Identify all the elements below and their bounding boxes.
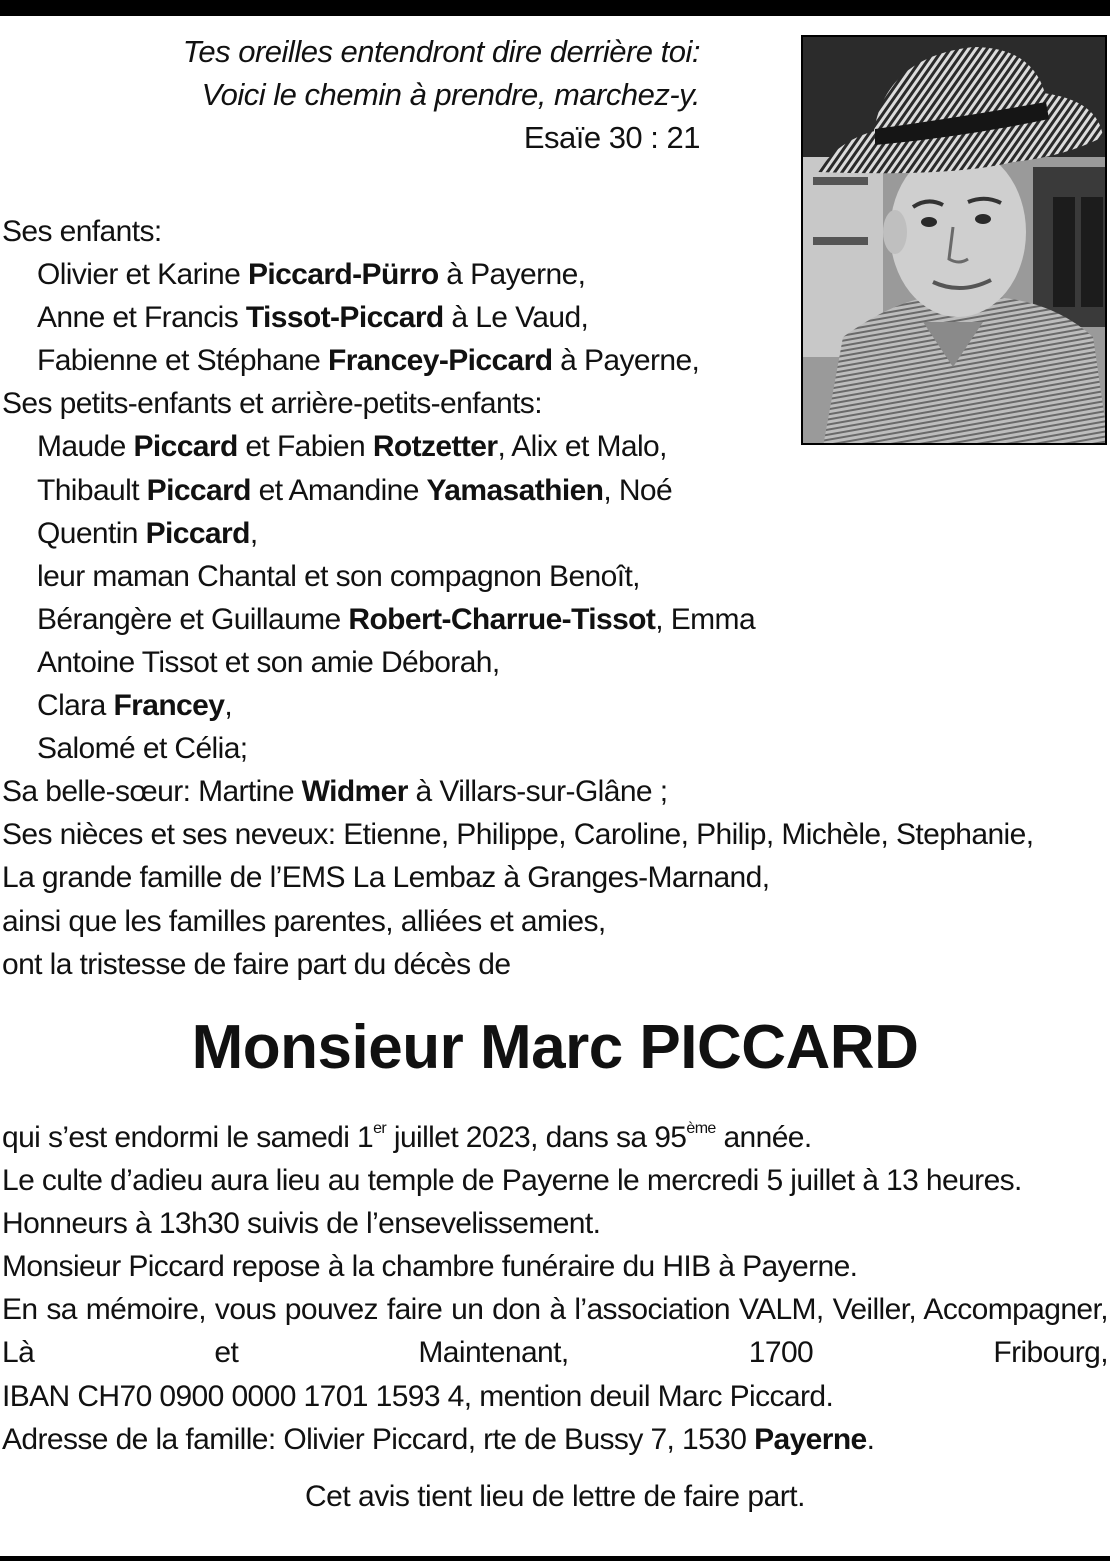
list-item: Antoine Tissot et son amie Déborah, <box>37 645 500 679</box>
list-item <box>2 512 1110 555</box>
list-item <box>2 296 1110 339</box>
list-item <box>2 684 1110 727</box>
text: Bérangère et Guillaume <box>37 602 349 636</box>
funeral-service: Le culte d’adieu aura lieu au temple de Payerne le mercredi 5 juillet à 13 heures. <box>2 1164 1022 1198</box>
surname: Yamasathien <box>426 473 604 507</box>
text: à Payerne, <box>438 258 586 292</box>
sister-in-law <box>2 770 1110 813</box>
children-heading: Ses enfants: <box>2 215 162 248</box>
surname: Piccard <box>146 473 251 507</box>
iban: IBAN CH70 0900 0000 1701 1593 4, mention deuil Marc Piccard. <box>2 1379 834 1413</box>
text: , Emma <box>655 602 756 636</box>
text: . <box>866 1422 875 1456</box>
announcement: ont la tristesse de faire part du décès de <box>2 947 511 981</box>
deceased-name: Monsieur Marc PICCARD <box>191 1013 919 1082</box>
list-item <box>2 598 1110 641</box>
donation-info: En sa mémoire, vous pouvez faire un don à l’association VALM, Veiller, Accompagner, Là et Maintenant, 1700 Fribourg, <box>2 1293 1108 1370</box>
text: qui s’est endormi le samedi 1 <box>2 1121 374 1154</box>
text: Clara <box>37 689 114 723</box>
closing-note: Cet avis tient lieu de lettre de faire part. <box>305 1480 805 1513</box>
surname: Francey <box>113 689 225 723</box>
list-item <box>2 253 1110 296</box>
surname: Tissot-Piccard <box>245 301 444 335</box>
surname: Piccard <box>145 516 250 550</box>
text: à Payerne, <box>552 344 700 378</box>
city: Payerne <box>754 1422 867 1456</box>
text: Thibault <box>37 473 147 507</box>
surname: Piccard <box>133 430 238 464</box>
text: Anne et Francis <box>37 301 246 335</box>
surname: Rotzetter <box>372 430 498 464</box>
verse-line: Tes oreilles entendront dire derrière toi: <box>182 34 700 69</box>
death-date <box>2 1116 1108 1159</box>
bottom-rule <box>0 1556 1110 1561</box>
bible-verse <box>100 30 700 159</box>
verse-line: Voici le chemin à prendre, marchez-y. <box>201 77 700 112</box>
text: Sa belle-sœur: Martine <box>2 775 302 809</box>
list-item <box>2 469 1110 512</box>
top-rule <box>0 0 1110 16</box>
text: Quentin <box>37 516 146 550</box>
text: année. <box>715 1121 812 1154</box>
surname: Widmer <box>301 775 408 809</box>
list-item <box>2 425 1110 468</box>
nieces-nephews: Ses nièces et ses neveux: Etienne, Philippe, Caroline, Philip, Michèle, Stephanie, <box>2 818 1034 852</box>
ems-family: La grande famille de l’EMS La Lembaz à Granges-Marnand, <box>2 861 770 895</box>
list-item: leur maman Chantal et son compagnon Benoît, <box>37 559 640 593</box>
verse-reference: Esaïe 30 : 21 <box>523 120 700 155</box>
text: Maude <box>37 430 134 464</box>
text: et Fabien <box>237 430 373 464</box>
text: , <box>249 516 258 550</box>
text: , <box>224 689 233 723</box>
family-list <box>2 210 1110 986</box>
surname: Robert-Charrue-Tissot <box>348 602 656 636</box>
superscript: ème <box>686 1120 716 1137</box>
list-item: Salomé et Célia; <box>37 732 248 766</box>
family-address <box>2 1418 1108 1461</box>
relatives: ainsi que les familles parentes, alliées et amies, <box>2 904 606 938</box>
text: Adresse de la famille: Olivier Piccard, rte de Bussy 7, 1530 <box>2 1422 755 1456</box>
resting-place: Monsieur Piccard repose à la chambre funéraire du HIB à Payerne. <box>2 1250 858 1284</box>
list-item <box>2 339 1110 382</box>
text: et Amandine <box>250 473 427 507</box>
text: à Le Vaud, <box>443 301 589 335</box>
surname: Francey-Piccard <box>327 344 553 378</box>
text: juillet 2023, dans sa 95 <box>386 1121 687 1154</box>
superscript: er <box>373 1120 387 1137</box>
honours: Honneurs à 13h30 suivis de l’ensevelissement. <box>2 1207 601 1241</box>
text: , Alix et Malo, <box>497 430 667 464</box>
text: Olivier et Karine <box>37 258 248 292</box>
surname: Piccard-Pürro <box>247 258 439 292</box>
text: , Noé <box>603 473 673 507</box>
text: à Villars-sur-Glâne ; <box>407 775 668 809</box>
text: Fabienne et Stéphane <box>37 344 328 378</box>
grandchildren-heading: Ses petits-enfants et arrière-petits-enfants: <box>2 387 542 421</box>
service-details <box>2 1116 1108 1461</box>
